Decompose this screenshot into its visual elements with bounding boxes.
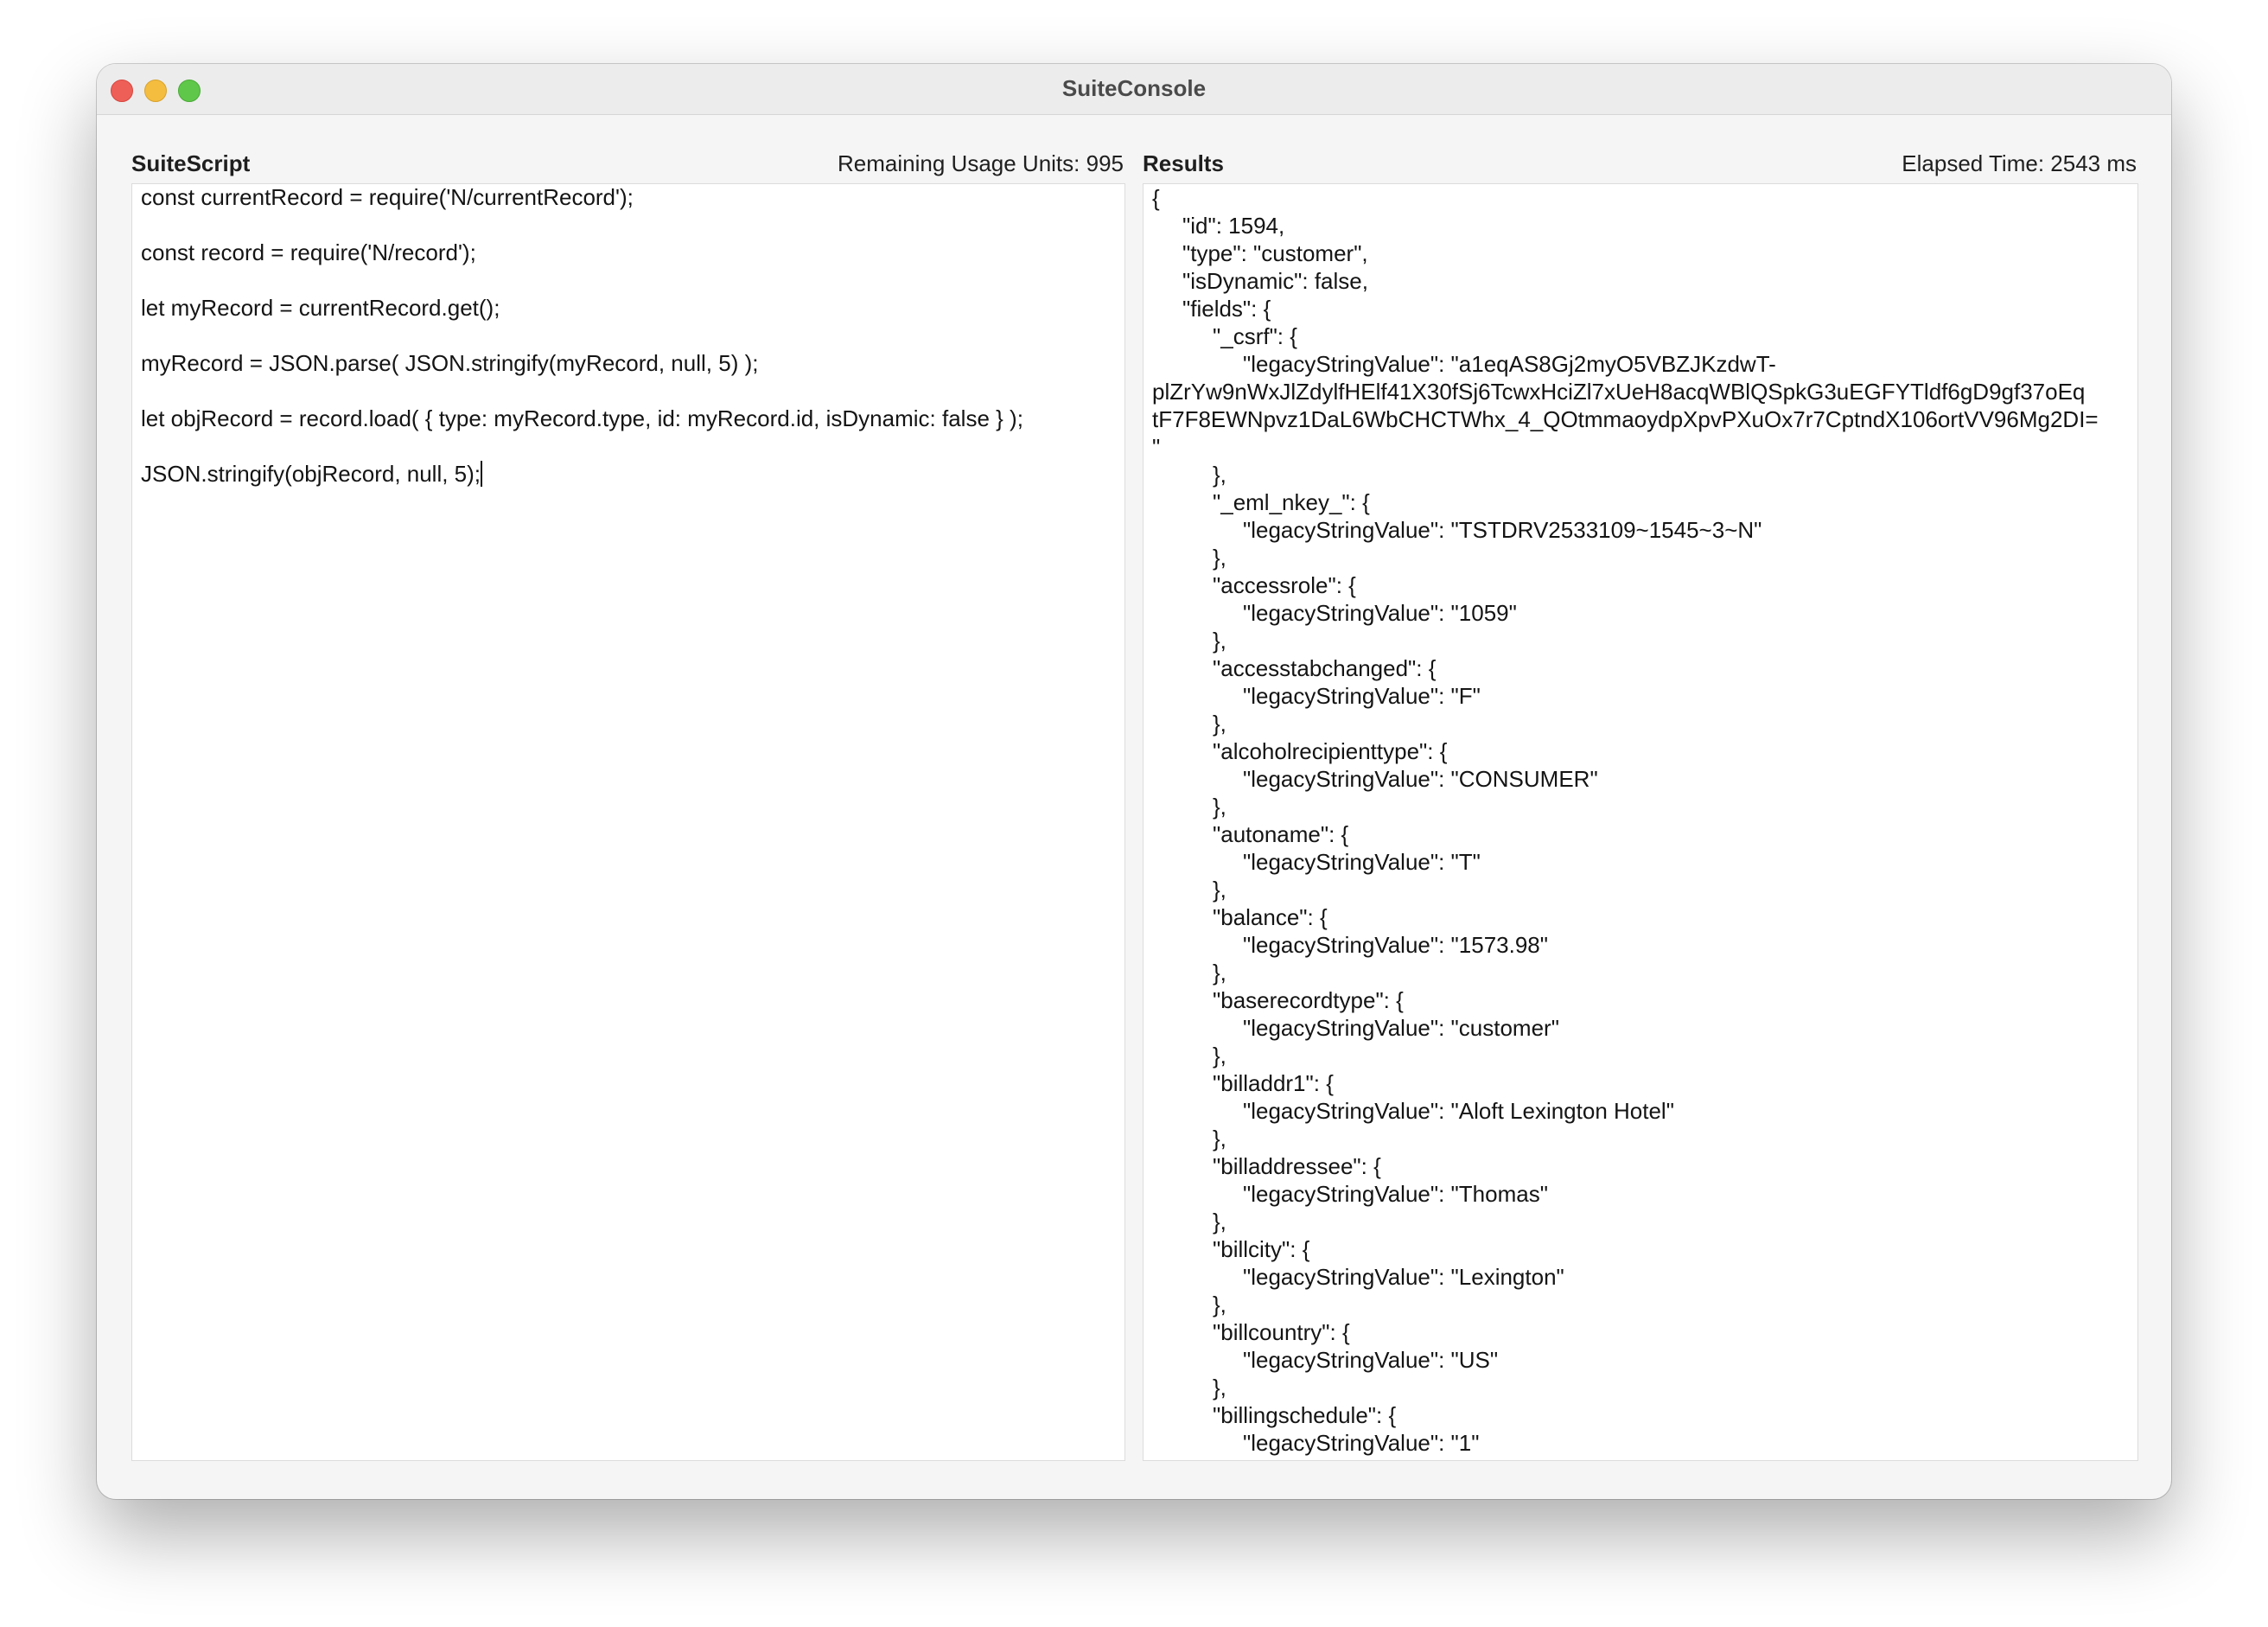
result-line: "legacyStringValue": "Thomas" [1243, 1181, 1548, 1207]
result-line: }, [1213, 462, 1226, 488]
result-line: "_eml_nkey_": { [1213, 489, 1370, 515]
code-line-text: const currentRecord = require('N/currentRecord'); [141, 184, 634, 210]
result-line: }, [1213, 877, 1226, 903]
editor-title: SuiteScript [131, 150, 251, 176]
result-line: "billaddr1": { [1213, 1070, 1334, 1096]
result-line: }, [1213, 1126, 1226, 1152]
result-line: }, [1213, 1043, 1226, 1069]
result-line: "billcity": { [1213, 1236, 1310, 1262]
result-line: "legacyStringValue": "US" [1243, 1347, 1499, 1373]
result-line: tF7F8EWNpvz1DaL6WbCHCTWhx_4_QOtmmaoydpXpvPXuOx7r7CptndX106ortVV96Mg2DI= [1152, 406, 2099, 432]
result-line: }, [1213, 628, 1226, 654]
result-line: "isDynamic": false, [1182, 268, 1368, 294]
result-line: plZrYw9nWxJlZdylfHElf41X30fSj6TcwxHciZl7xUeH8acqWBlQSpkG3uEGFYTldf6gD9gf37oEq [1152, 379, 2086, 405]
script-editor[interactable] [131, 183, 1125, 1461]
result-line: }, [1213, 1209, 1226, 1235]
app-window [97, 64, 2171, 1499]
results-header [1143, 150, 2137, 180]
result-line: "legacyStringValue": "F" [1243, 683, 1481, 709]
result-line: "legacyStringValue": "Lexington" [1243, 1264, 1564, 1290]
result-line: }, [1213, 1375, 1226, 1400]
result-line: "legacyStringValue": "1" [1243, 1430, 1480, 1456]
result-line: "billingschedule": { [1213, 1402, 1397, 1428]
code-line-text: const record = require('N/record'); [141, 239, 476, 265]
usage-units-label: Remaining Usage Units: 995 [838, 150, 1124, 176]
code-line-text: let myRecord = currentRecord.get(); [141, 295, 500, 321]
elapsed-time-label: Elapsed Time: 2543 ms [1902, 150, 2137, 176]
result-line: "billaddressee": { [1213, 1153, 1381, 1179]
result-line: "balance": { [1213, 904, 1328, 930]
result-line: "legacyStringValue": "a1eqAS8Gj2myO5VBZJKzdwT- [1243, 351, 1776, 377]
result-line: "id": 1594, [1182, 213, 1285, 239]
result-line: "type": "customer", [1182, 240, 1368, 266]
result-line: "legacyStringValue": "CONSUMER" [1243, 766, 1598, 792]
result-line: }, [1213, 1292, 1226, 1318]
text-cursor [481, 461, 482, 487]
code-line[interactable] [141, 350, 758, 377]
title-bar [97, 64, 2171, 115]
result-line: }, [1213, 794, 1226, 820]
result-line: { [1152, 185, 1160, 211]
code-line-text: myRecord = JSON.parse( JSON.stringify(myRecord, null, 5) ); [141, 350, 759, 376]
editor-header [131, 150, 1124, 180]
code-line[interactable] [141, 295, 500, 322]
result-line: "legacyStringValue": "T" [1243, 849, 1481, 875]
code-line-text: JSON.stringify(objRecord, null, 5); [141, 461, 481, 487]
code-line[interactable] [141, 239, 476, 266]
result-line: "_csrf": { [1213, 323, 1297, 349]
result-line: "billcountry": { [1213, 1319, 1350, 1345]
result-line: "legacyStringValue": "customer" [1243, 1015, 1559, 1041]
result-line: }, [1213, 711, 1226, 737]
result-line: }, [1213, 960, 1226, 986]
result-line: "baserecordtype": { [1213, 987, 1404, 1013]
result-line: "legacyStringValue": "1573.98" [1243, 932, 1548, 958]
result-line: "legacyStringValue": "Aloft Lexington Hotel" [1243, 1098, 1674, 1124]
code-line-text: let objRecord = record.load( { type: myRecord.type, id: myRecord.id, isDynamic: false } ); [141, 405, 1023, 431]
result-line: " [1152, 434, 1161, 460]
results-title: Results [1143, 150, 1224, 176]
result-line: "legacyStringValue": "1059" [1243, 600, 1517, 626]
result-line: "fields": { [1182, 296, 1271, 322]
result-line: }, [1213, 545, 1226, 571]
results-output[interactable] [1143, 183, 2138, 1461]
window-title: SuiteConsole [1061, 75, 1207, 101]
code-line[interactable] [141, 461, 482, 488]
result-line: "autoname": { [1213, 821, 1349, 847]
result-line: "accessrole": { [1213, 572, 1356, 598]
code-line[interactable] [141, 405, 1023, 432]
result-line: "alcoholrecipienttype": { [1213, 738, 1448, 764]
code-line[interactable] [141, 184, 634, 211]
result-line: "legacyStringValue": "TSTDRV2533109~1545~3~N" [1243, 517, 1762, 543]
result-line: "accesstabchanged": { [1213, 655, 1437, 681]
